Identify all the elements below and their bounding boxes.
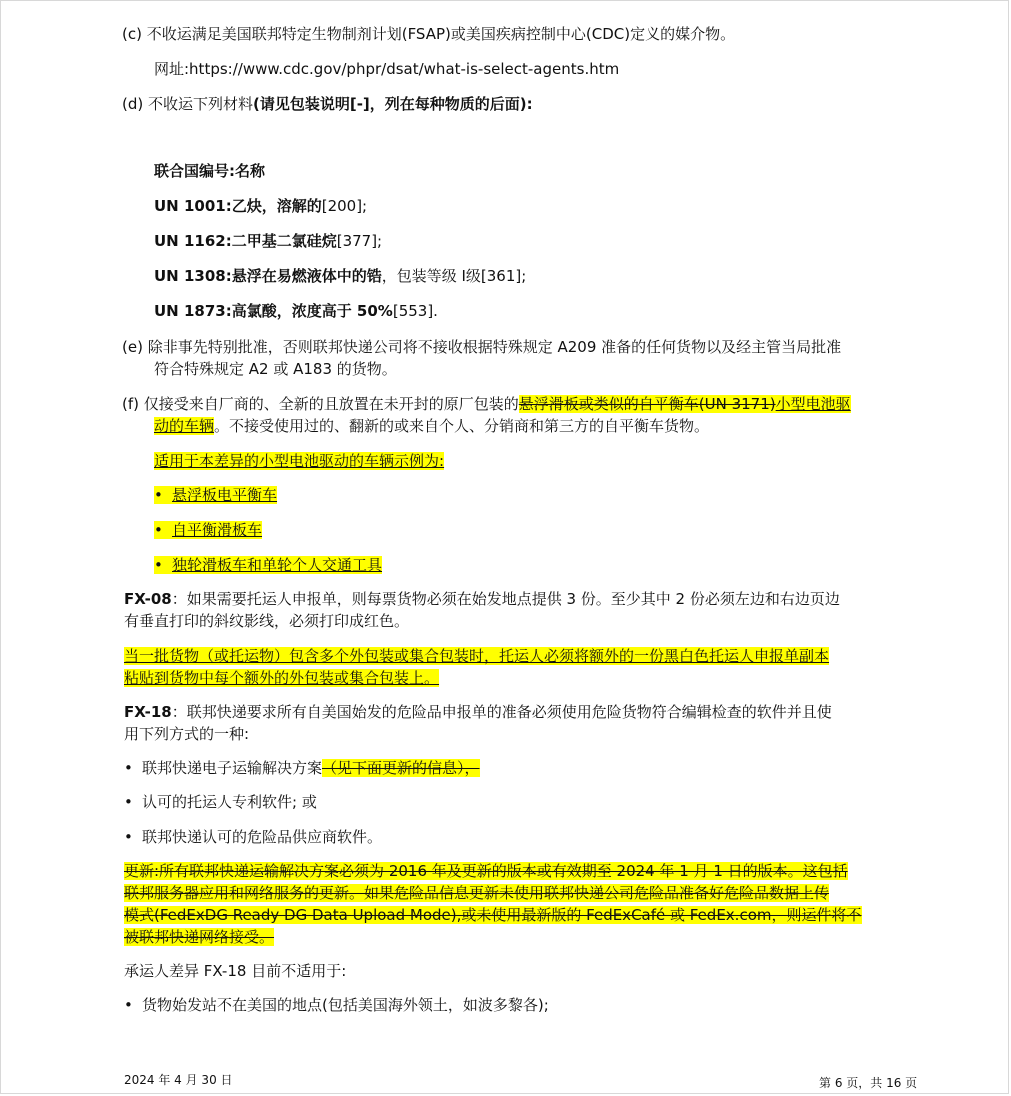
- fx08-label: FX-08: [124, 590, 172, 608]
- fx18-label: FX-18: [124, 703, 172, 721]
- clause-f-inserted: 小型电池驱: [775, 395, 851, 413]
- un-item: [154, 265, 526, 287]
- fx18-update-deleted: 联邦服务器应用和网络服务的更新。如果危险品信息更新未使用联邦快递公司危险品准备好危险品数据上传: [124, 884, 830, 902]
- example-label: 自平衡滑板车: [172, 521, 263, 539]
- clause-f-prefix: (f) 仅接受来自厂商的、全新的且放置在未开封的原厂包装的: [122, 395, 519, 413]
- fx18-update-deleted: 模式(FedExDG Ready DG Data Upload Mode),或未使用最新版的 FedExCafé 或 FedEx.com，则运件将不: [124, 906, 862, 924]
- example-item-text: • 自平衡滑板车: [154, 521, 263, 539]
- clause-d-prefix: (d) 不收运下列材料: [122, 95, 253, 113]
- un-item: [154, 300, 438, 322]
- un-item-code: ，包装等级 Ⅰ级[361];: [381, 267, 527, 285]
- fx18-bullet: • 货物始发站不在美国的地点(包括美国海外领土，如波多黎各);: [124, 996, 549, 1014]
- un-item-code: [553].: [392, 302, 438, 320]
- fx18-text: ：联邦快递要求所有自美国始发的危险品申报单的准备必须使用危险货物符合编辑检查的软件并且使: [171, 703, 832, 721]
- example-label: 独轮滑板车和单轮个人交通工具: [172, 556, 383, 574]
- un-item: [154, 195, 367, 217]
- fx18-line2: 用下列方式的一种:: [124, 725, 250, 743]
- fx08-line2: 有垂直打印的斜纹影线，必须打印成红色。: [124, 612, 410, 630]
- example-item-text: • 独轮滑板车和单轮个人交通工具: [154, 556, 383, 574]
- clause-f-line2: [154, 415, 709, 437]
- clause-d: [122, 93, 533, 115]
- clause-f-deleted: 悬浮滑板或类似的自平衡车(UN 3171): [518, 395, 776, 413]
- clause-f-inserted: 动的车辆: [154, 417, 215, 435]
- example-label: 悬浮板电平衡车: [172, 486, 278, 504]
- fx18-bullet: • 联邦快递认可的危险品供应商软件。: [124, 828, 383, 846]
- un-item-code: [377];: [336, 232, 383, 250]
- fx18-update-line: [124, 860, 848, 882]
- fx08-added-line1: [124, 645, 829, 667]
- fx08-text: ：如果需要托运人申报单，则每票货物必须在始发地点提供 3 份。至少其中 2 份必须左边和右边页边: [171, 590, 840, 608]
- example-item: [154, 519, 262, 541]
- clause-c: (c) 不收运满足美国联邦特定生物制剂计划(FSAP)或美国疾病控制中心(CDC)定义的媒介物。: [122, 25, 736, 43]
- fx18-bullet: • 联邦快递电子运输解决方案（见下面更新的信息），: [124, 759, 480, 777]
- cdc-url: 网址:https://www.cdc.gov/phpr/dsat/what-is-select-agents.htm: [154, 60, 620, 78]
- fx18-bullet-text: 认可的托运人专利软件; 或: [142, 793, 317, 811]
- fx18-bullet-text: 联邦快递认可的危险品供应商软件。: [142, 828, 383, 846]
- fx18-bullet-text: 货物始发站不在美国的地点(包括美国海外领土，如波多黎各);: [142, 996, 549, 1014]
- fx18-update-line: [124, 904, 862, 926]
- clause-f-line1: [122, 393, 851, 415]
- examples-title: [154, 450, 444, 472]
- un-header: 联合国编号:名称: [154, 162, 265, 180]
- fx18-update-line: [124, 926, 274, 948]
- fx18-bullet-text: 联邦快递电子运输解决方案: [142, 759, 323, 777]
- clause-e-line2: 符合特殊规定 A2 或 A183 的货物。: [154, 360, 397, 378]
- fx18-line1: [124, 701, 832, 723]
- un-item-name: UN 1162:二甲基二氯硅烷: [154, 232, 337, 250]
- un-item-name: UN 1308:悬浮在易燃液体中的锆: [154, 267, 382, 285]
- fx08-added-line2: [124, 667, 439, 689]
- fx18-update-line: [124, 882, 829, 904]
- fx18-bullet: • 认可的托运人专利软件; 或: [124, 793, 317, 811]
- clause-d-bold: (请见包装说明[-]，列在每种物质的后面):: [253, 95, 533, 113]
- un-item-name: UN 1001:乙炔，溶解的: [154, 197, 322, 215]
- example-item: [154, 554, 382, 576]
- fx08-line1: [124, 588, 840, 610]
- fx18-not-apply: 承运人差异 FX-18 目前不适用于:: [124, 962, 347, 980]
- fx18-update-deleted: 更新:所有联邦快递运输解决方案必须为 2016 年及更新的版本或有效期至 2024 年 1 月 1 日的版本。这包括: [124, 862, 848, 880]
- clause-f-rest: 。不接受使用过的、翻新的或来自个人、分销商和第三方的自平衡车货物。: [214, 417, 710, 435]
- un-item: [154, 230, 382, 252]
- fx18-bullet-deleted: （见下面更新的信息），: [322, 759, 480, 777]
- clause-e-line1: (e) 除非事先特别批准，否则联邦快递公司将不接收根据特殊规定 A209 准备的任何货物以及经主管当局批准: [122, 338, 842, 356]
- un-item-code: [200];: [321, 197, 368, 215]
- examples-title-text: 适用于本差异的小型电池驱动的车辆示例为:: [154, 452, 445, 470]
- fx18-update-deleted: 被联邦快递网络接受。: [124, 928, 275, 946]
- un-item-name: UN 1873:高氯酸，浓度高于 50%: [154, 302, 393, 320]
- fx08-inserted: 当一批货物（或托运物）包含多个外包装或集合包装时，托运人必须将额外的一份黑白色托运人申报单副本: [124, 647, 830, 665]
- footer-date: 2024 年 4 月 30 日: [124, 1073, 233, 1087]
- example-item-text: • 悬浮板电平衡车: [154, 486, 278, 504]
- footer-page-number: 第 6 页，共 16 页: [819, 1076, 918, 1090]
- fx08-inserted: 粘贴到货物中每个额外的外包装或集合包装上。: [124, 669, 440, 687]
- example-item: [154, 484, 277, 506]
